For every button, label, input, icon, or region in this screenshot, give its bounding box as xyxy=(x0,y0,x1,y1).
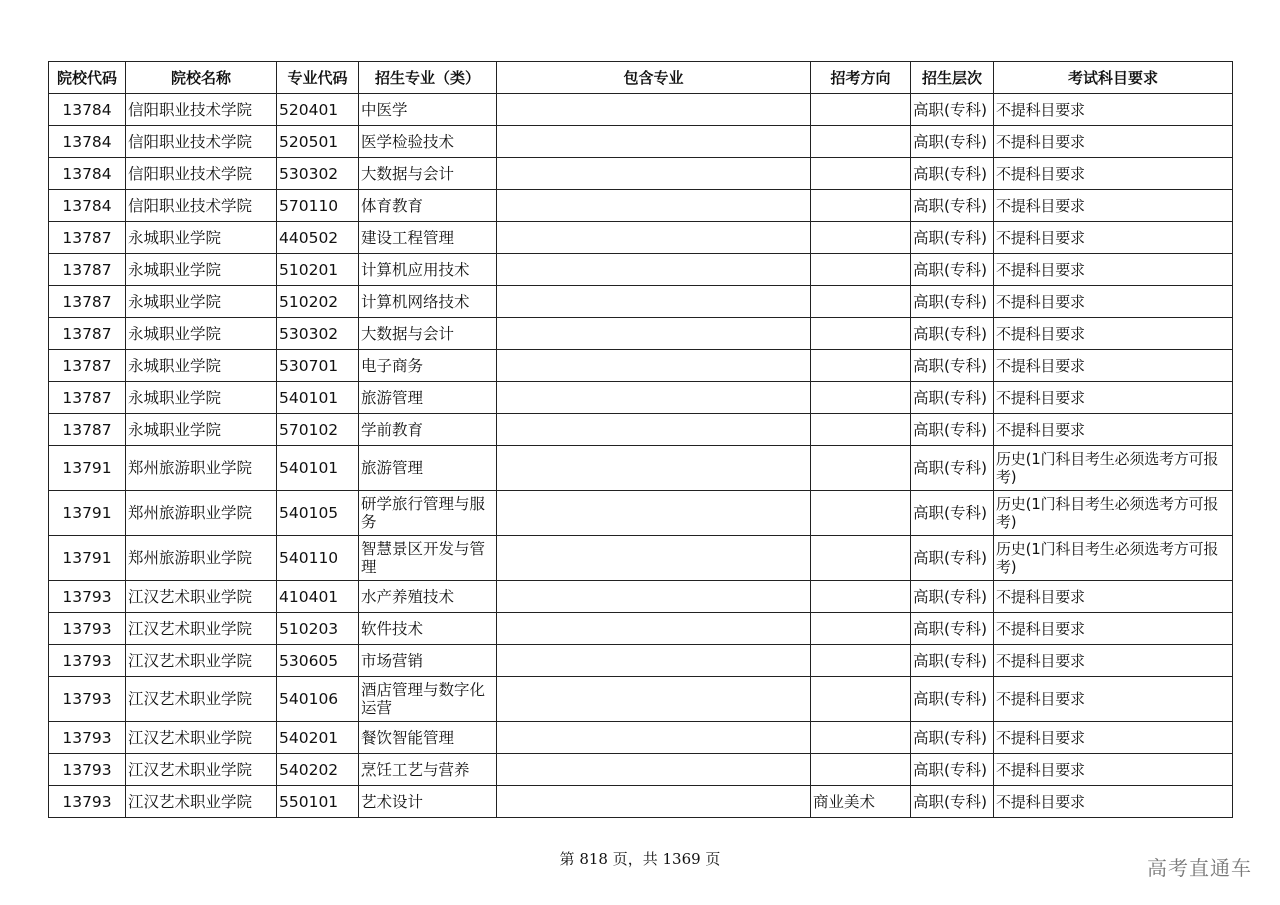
cell-direction xyxy=(811,491,911,536)
cell-major: 大数据与会计 xyxy=(359,158,497,190)
cell-subject: 不提科目要求 xyxy=(994,677,1233,722)
cell-level: 高职(专科) xyxy=(911,645,994,677)
cell-includes xyxy=(497,254,811,286)
cell-major-code: 540101 xyxy=(277,382,359,414)
cell-major-code: 520501 xyxy=(277,126,359,158)
cell-school-code: 13791 xyxy=(49,536,126,581)
cell-includes xyxy=(497,158,811,190)
header-includes: 包含专业 xyxy=(497,62,811,94)
cell-school-name: 郑州旅游职业学院 xyxy=(126,491,277,536)
cell-school-code: 13793 xyxy=(49,613,126,645)
cell-school-code: 13793 xyxy=(49,677,126,722)
cell-school-name: 信阳职业技术学院 xyxy=(126,158,277,190)
cell-major: 大数据与会计 xyxy=(359,318,497,350)
table-body xyxy=(49,94,1233,818)
cell-direction xyxy=(811,754,911,786)
cell-level: 高职(专科) xyxy=(911,190,994,222)
cell-subject: 不提科目要求 xyxy=(994,581,1233,613)
cell-direction xyxy=(811,414,911,446)
table-row xyxy=(49,318,1233,350)
cell-level: 高职(专科) xyxy=(911,254,994,286)
cell-subject: 不提科目要求 xyxy=(994,645,1233,677)
cell-major: 研学旅行管理与服务 xyxy=(359,491,497,536)
cell-major: 水产养殖技术 xyxy=(359,581,497,613)
watermark: 高考直通车 xyxy=(1147,856,1252,880)
cell-school-name: 江汉艺术职业学院 xyxy=(126,754,277,786)
cell-school-code: 13784 xyxy=(49,190,126,222)
cell-direction xyxy=(811,722,911,754)
cell-direction xyxy=(811,613,911,645)
table-header-row xyxy=(49,62,1233,94)
cell-school-name: 郑州旅游职业学院 xyxy=(126,446,277,491)
cell-major: 中医学 xyxy=(359,94,497,126)
cell-school-name: 江汉艺术职业学院 xyxy=(126,613,277,645)
cell-subject: 不提科目要求 xyxy=(994,754,1233,786)
cell-major: 餐饮智能管理 xyxy=(359,722,497,754)
cell-level: 高职(专科) xyxy=(911,350,994,382)
cell-school-name: 永城职业学院 xyxy=(126,350,277,382)
header-direction: 招考方向 xyxy=(811,62,911,94)
cell-school-code: 13787 xyxy=(49,222,126,254)
cell-level: 高职(专科) xyxy=(911,286,994,318)
cell-subject: 不提科目要求 xyxy=(994,94,1233,126)
cell-direction xyxy=(811,446,911,491)
cell-school-code: 13787 xyxy=(49,414,126,446)
cell-subject: 不提科目要求 xyxy=(994,613,1233,645)
cell-includes xyxy=(497,786,811,818)
cell-major: 旅游管理 xyxy=(359,446,497,491)
cell-major-code: 540110 xyxy=(277,536,359,581)
cell-direction xyxy=(811,382,911,414)
cell-level: 高职(专科) xyxy=(911,222,994,254)
cell-school-code: 13793 xyxy=(49,786,126,818)
cell-major: 电子商务 xyxy=(359,350,497,382)
table-row xyxy=(49,350,1233,382)
cell-school-name: 永城职业学院 xyxy=(126,254,277,286)
cell-direction xyxy=(811,286,911,318)
header-subject: 考试科目要求 xyxy=(994,62,1233,94)
cell-includes xyxy=(497,581,811,613)
cell-level: 高职(专科) xyxy=(911,754,994,786)
cell-level: 高职(专科) xyxy=(911,786,994,818)
cell-includes xyxy=(497,677,811,722)
cell-includes xyxy=(497,536,811,581)
cell-major: 计算机应用技术 xyxy=(359,254,497,286)
cell-major-code: 570102 xyxy=(277,414,359,446)
table-row xyxy=(49,677,1233,722)
cell-major: 艺术设计 xyxy=(359,786,497,818)
cell-level: 高职(专科) xyxy=(911,446,994,491)
cell-school-code: 13787 xyxy=(49,318,126,350)
cell-major-code: 510202 xyxy=(277,286,359,318)
cell-direction xyxy=(811,222,911,254)
cell-subject: 不提科目要求 xyxy=(994,254,1233,286)
cell-major: 建设工程管理 xyxy=(359,222,497,254)
cell-school-code: 13793 xyxy=(49,754,126,786)
cell-school-name: 江汉艺术职业学院 xyxy=(126,786,277,818)
header-major: 招生专业（类） xyxy=(359,62,497,94)
cell-school-code: 13793 xyxy=(49,722,126,754)
cell-direction xyxy=(811,190,911,222)
header-school-code: 院校代码 xyxy=(49,62,126,94)
table-row xyxy=(49,722,1233,754)
cell-major-code: 570110 xyxy=(277,190,359,222)
cell-level: 高职(专科) xyxy=(911,722,994,754)
cell-direction xyxy=(811,158,911,190)
cell-major: 酒店管理与数字化运营 xyxy=(359,677,497,722)
cell-level: 高职(专科) xyxy=(911,158,994,190)
cell-school-name: 永城职业学院 xyxy=(126,318,277,350)
cell-major: 旅游管理 xyxy=(359,382,497,414)
cell-school-name: 江汉艺术职业学院 xyxy=(126,581,277,613)
cell-level: 高职(专科) xyxy=(911,677,994,722)
cell-school-name: 永城职业学院 xyxy=(126,382,277,414)
page-number: 第 818 页，共 1369 页 xyxy=(559,850,721,868)
cell-school-code: 13784 xyxy=(49,94,126,126)
cell-level: 高职(专科) xyxy=(911,491,994,536)
cell-includes xyxy=(497,94,811,126)
table-row xyxy=(49,286,1233,318)
table-row xyxy=(49,190,1233,222)
cell-major-code: 440502 xyxy=(277,222,359,254)
cell-school-code: 13793 xyxy=(49,581,126,613)
cell-direction xyxy=(811,94,911,126)
cell-school-name: 江汉艺术职业学院 xyxy=(126,677,277,722)
table-row xyxy=(49,613,1233,645)
cell-direction: 商业美术 xyxy=(811,786,911,818)
cell-level: 高职(专科) xyxy=(911,318,994,350)
cell-subject: 不提科目要求 xyxy=(994,350,1233,382)
table-row xyxy=(49,158,1233,190)
cell-major-code: 540201 xyxy=(277,722,359,754)
admissions-table xyxy=(48,61,1233,818)
cell-major-code: 540106 xyxy=(277,677,359,722)
cell-includes xyxy=(497,286,811,318)
cell-school-name: 永城职业学院 xyxy=(126,414,277,446)
cell-direction xyxy=(811,677,911,722)
cell-major-code: 510201 xyxy=(277,254,359,286)
table-row xyxy=(49,446,1233,491)
cell-subject: 不提科目要求 xyxy=(994,786,1233,818)
cell-includes xyxy=(497,645,811,677)
cell-subject: 不提科目要求 xyxy=(994,722,1233,754)
header-major-code: 专业代码 xyxy=(277,62,359,94)
cell-major-code: 540101 xyxy=(277,446,359,491)
table-row xyxy=(49,414,1233,446)
table-row xyxy=(49,786,1233,818)
cell-major-code: 530302 xyxy=(277,158,359,190)
header-school-name: 院校名称 xyxy=(126,62,277,94)
cell-direction xyxy=(811,536,911,581)
cell-level: 高职(专科) xyxy=(911,536,994,581)
cell-school-name: 郑州旅游职业学院 xyxy=(126,536,277,581)
cell-major-code: 410401 xyxy=(277,581,359,613)
cell-school-code: 13787 xyxy=(49,286,126,318)
header-level: 招生层次 xyxy=(911,62,994,94)
table-row xyxy=(49,536,1233,581)
cell-includes xyxy=(497,318,811,350)
cell-school-name: 永城职业学院 xyxy=(126,222,277,254)
table-row xyxy=(49,126,1233,158)
cell-subject: 历史(1门科目考生必须选考方可报考) xyxy=(994,536,1233,581)
cell-includes xyxy=(497,754,811,786)
table-row xyxy=(49,645,1233,677)
cell-includes xyxy=(497,613,811,645)
table-row xyxy=(49,754,1233,786)
table-row xyxy=(49,491,1233,536)
cell-major-code: 530302 xyxy=(277,318,359,350)
cell-school-code: 13791 xyxy=(49,446,126,491)
cell-major: 智慧景区开发与管理 xyxy=(359,536,497,581)
cell-major-code: 540202 xyxy=(277,754,359,786)
cell-direction xyxy=(811,318,911,350)
cell-direction xyxy=(811,350,911,382)
cell-major: 软件技术 xyxy=(359,613,497,645)
cell-major-code: 550101 xyxy=(277,786,359,818)
cell-level: 高职(专科) xyxy=(911,581,994,613)
cell-includes xyxy=(497,722,811,754)
cell-major-code: 540105 xyxy=(277,491,359,536)
cell-school-name: 信阳职业技术学院 xyxy=(126,190,277,222)
cell-school-code: 13784 xyxy=(49,158,126,190)
cell-includes xyxy=(497,491,811,536)
cell-subject: 历史(1门科目考生必须选考方可报考) xyxy=(994,491,1233,536)
cell-school-name: 江汉艺术职业学院 xyxy=(126,645,277,677)
cell-major-code: 520401 xyxy=(277,94,359,126)
cell-major-code: 510203 xyxy=(277,613,359,645)
table-row xyxy=(49,94,1233,126)
cell-subject: 不提科目要求 xyxy=(994,318,1233,350)
cell-level: 高职(专科) xyxy=(911,126,994,158)
cell-includes xyxy=(497,222,811,254)
cell-major: 体育教育 xyxy=(359,190,497,222)
cell-includes xyxy=(497,190,811,222)
cell-direction xyxy=(811,645,911,677)
cell-school-name: 信阳职业技术学院 xyxy=(126,94,277,126)
cell-school-name: 永城职业学院 xyxy=(126,286,277,318)
cell-school-code: 13787 xyxy=(49,254,126,286)
cell-subject: 不提科目要求 xyxy=(994,190,1233,222)
cell-subject: 不提科目要求 xyxy=(994,382,1233,414)
cell-direction xyxy=(811,581,911,613)
cell-level: 高职(专科) xyxy=(911,94,994,126)
cell-major-code: 530701 xyxy=(277,350,359,382)
cell-school-code: 13791 xyxy=(49,491,126,536)
cell-school-code: 13787 xyxy=(49,382,126,414)
table-row xyxy=(49,222,1233,254)
cell-level: 高职(专科) xyxy=(911,613,994,645)
cell-major: 市场营销 xyxy=(359,645,497,677)
cell-major-code: 530605 xyxy=(277,645,359,677)
cell-direction xyxy=(811,254,911,286)
cell-subject: 历史(1门科目考生必须选考方可报考) xyxy=(994,446,1233,491)
cell-major: 学前教育 xyxy=(359,414,497,446)
table-row xyxy=(49,254,1233,286)
cell-school-name: 信阳职业技术学院 xyxy=(126,126,277,158)
cell-major: 计算机网络技术 xyxy=(359,286,497,318)
cell-school-code: 13793 xyxy=(49,645,126,677)
cell-level: 高职(专科) xyxy=(911,382,994,414)
cell-major: 烹饪工艺与营养 xyxy=(359,754,497,786)
cell-includes xyxy=(497,350,811,382)
cell-subject: 不提科目要求 xyxy=(994,126,1233,158)
cell-subject: 不提科目要求 xyxy=(994,222,1233,254)
cell-level: 高职(专科) xyxy=(911,414,994,446)
cell-includes xyxy=(497,446,811,491)
cell-direction xyxy=(811,126,911,158)
cell-includes xyxy=(497,382,811,414)
cell-subject: 不提科目要求 xyxy=(994,286,1233,318)
cell-includes xyxy=(497,414,811,446)
cell-school-code: 13784 xyxy=(49,126,126,158)
cell-subject: 不提科目要求 xyxy=(994,414,1233,446)
table-row xyxy=(49,581,1233,613)
cell-school-code: 13787 xyxy=(49,350,126,382)
cell-major: 医学检验技术 xyxy=(359,126,497,158)
table-row xyxy=(49,382,1233,414)
cell-school-name: 江汉艺术职业学院 xyxy=(126,722,277,754)
cell-includes xyxy=(497,126,811,158)
cell-subject: 不提科目要求 xyxy=(994,158,1233,190)
